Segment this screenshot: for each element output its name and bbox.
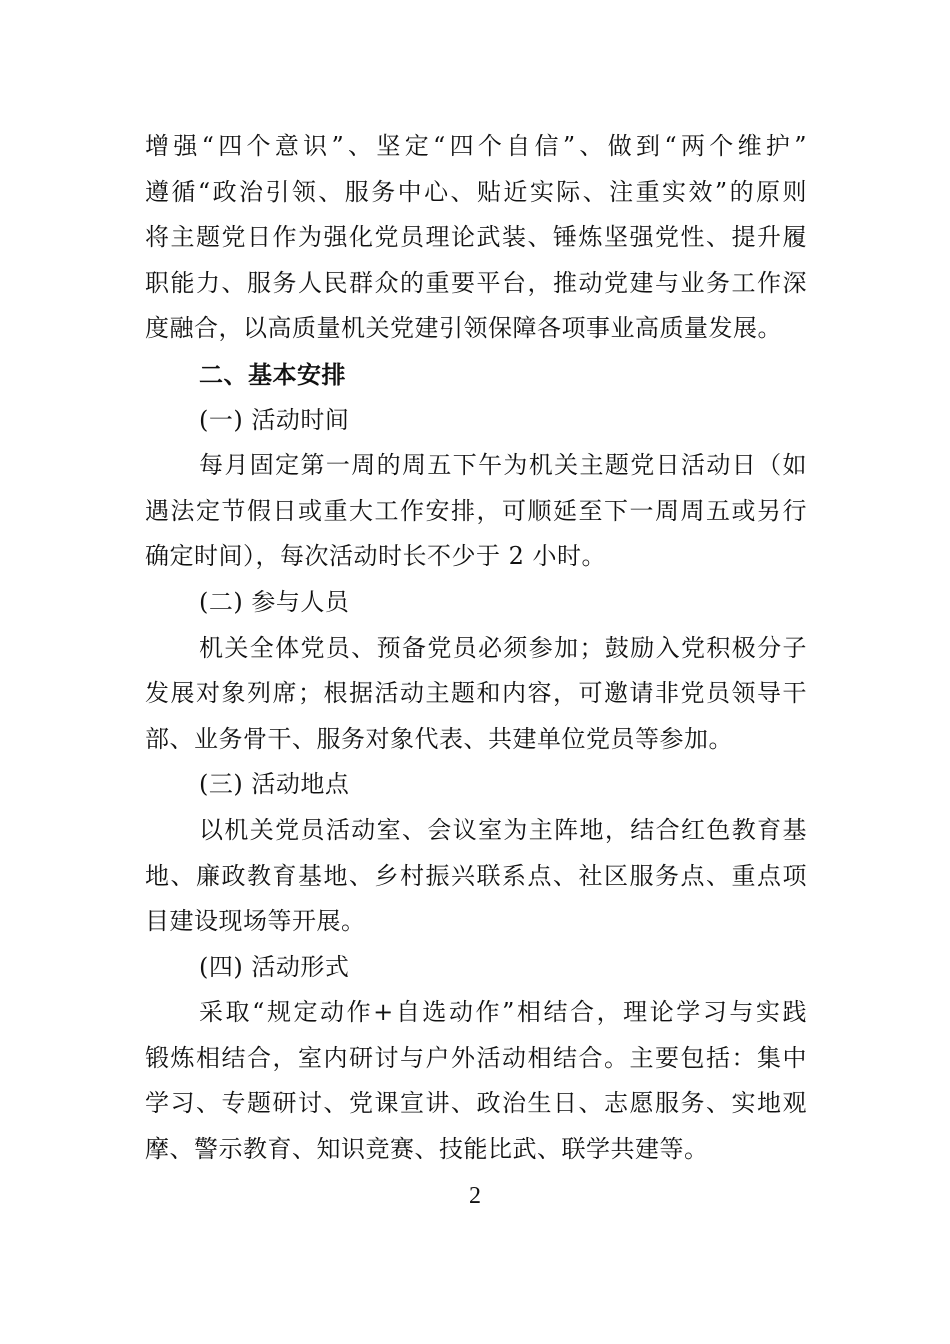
paragraph-line: 增强“四个意识”、坚定“四个自信”、做到“两个维护” <box>145 132 807 160</box>
section-heading: 二、基本安排 <box>199 359 346 389</box>
paragraph-line: 采取“规定动作+自选动作”相结合，理论学习与实践 <box>199 998 807 1027</box>
page-content <box>145 124 807 1173</box>
paragraph-line: 摩、警示教育、知识竞赛、技能比武、联学共建等。 <box>145 1135 709 1164</box>
subsection-title: (二) 参与人员 <box>199 587 350 616</box>
subsection-activity-form <box>145 945 807 1173</box>
paragraph-line: 发展对象列席；根据活动主题和内容，可邀请非党员领导干 <box>145 679 807 708</box>
subsection-activity-time <box>145 398 807 580</box>
subsection-participants <box>145 580 807 762</box>
paragraph-line: 确定时间），每次活动时长不少于 2 小时。 <box>145 542 607 571</box>
subsection-title: (一) 活动时间 <box>199 405 350 434</box>
paragraph-line: 遇法定节假日或重大工作安排，可顺延至下一周周五或另行 <box>145 496 807 525</box>
paragraph-line: 将主题党日作为强化党员理论武装、锤炼坚强党性、提升履 <box>145 223 807 252</box>
paragraph-line: 以机关党员活动室、会议室为主阵地，结合红色教育基 <box>199 815 807 844</box>
page-number: 2 <box>469 1183 481 1209</box>
paragraph-line: 锻炼相结合，室内研讨与户外活动相结合。主要包括：集中 <box>145 1043 807 1072</box>
paragraph-line: 每月固定第一周的周五下午为机关主题党日活动日（如 <box>199 451 807 480</box>
paragraph-line: 度融合，以高质量机关党建引领保障各项事业高质量发展。 <box>145 314 782 343</box>
subsection-title: (四) 活动形式 <box>199 952 350 981</box>
paragraph-line: 机关全体党员、预备党员必须参加；鼓励入党积极分子 <box>199 633 807 662</box>
paragraph-line: 遵循“政治引领、服务中心、贴近实际、注重实效”的原则 <box>145 177 807 206</box>
subsection-title: (三) 活动地点 <box>199 770 350 799</box>
paragraph-line: 部、业务骨干、服务对象代表、共建单位党员等参加。 <box>145 724 733 753</box>
paragraph-line: 学习、专题研讨、党课宣讲、政治生日、志愿服务、实地观 <box>145 1089 807 1118</box>
subsection-location <box>145 762 807 944</box>
paragraph-line: 地、廉政教育基地、乡村振兴联系点、社区服务点、重点项 <box>145 861 807 890</box>
paragraph-line: 职能力、服务人民群众的重要平台，推动党建与业务工作深 <box>145 268 807 297</box>
continuation-paragraph <box>145 124 807 352</box>
paragraph-line: 目建设现场等开展。 <box>145 907 366 936</box>
